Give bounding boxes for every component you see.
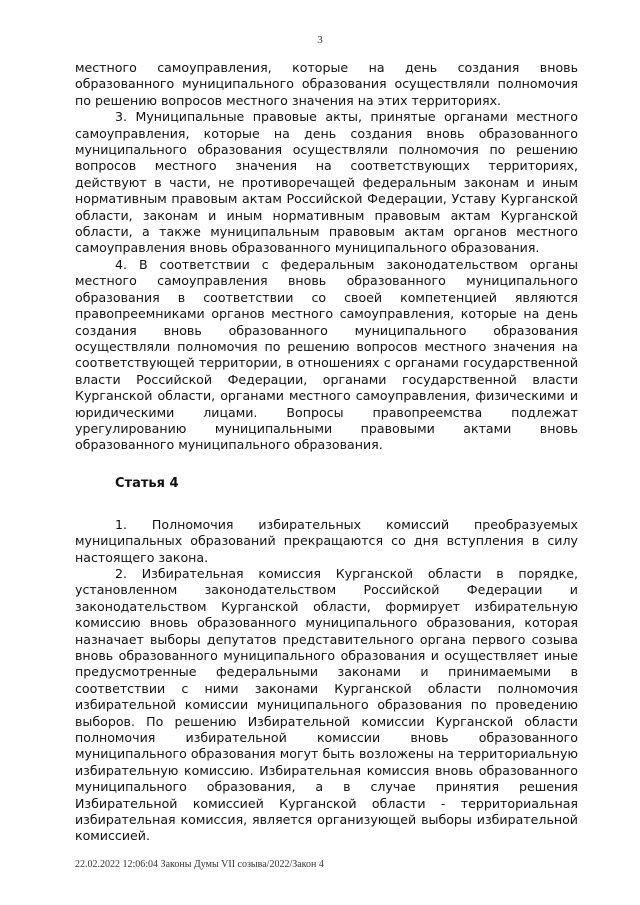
article-heading: Статья 4 <box>115 475 179 491</box>
document-body <box>75 60 578 845</box>
document-footer: 22.02.2022 12:06:04 Законы Думы VII созыва/2022/Закон 4 <box>75 859 324 870</box>
page-number: 3 <box>317 34 323 46</box>
paragraph-3: 3. Муниципальные правовые акты, принятые органами местного самоуправления, которые на день создания вновь образованного муниципального образования осуществляли полномочия по решению вопросов местного значения на соответствующих территориях, действуют в части, не противоречащей федеральным законам и иным нормативным правовым актам Российской Федерации, Уставу Курганской области, законам и иным нормативным правовым актам Курганской области, а также муниципальным правовым актам органов местного самоуправления вновь образованного муниципального образования. <box>75 109 578 256</box>
article-paragraph-2: 2. Избирательная комиссия Курганской области в порядке, установленном законодательством Российской Федерации и законодательством Курганской области, формирует избирательную комиссию вновь образованного муниципального образования, которая назначает выборы депутатов представительного органа первого созыва вновь образованного муниципального образования и осуществляет иные предусмотренные федеральными законами и принимаемыми в соответствии с ними законами Курганской области полномочия избирательной комиссии муниципального образования по проведению выборов. По решению Избирательной комиссии Курганской области полномочия избирательной комиссии вновь образованного муниципального образования могут быть возложены на территориальную избирательную комиссию. Избирательная комиссия вновь образованного муниципального образования, а в случае принятия решения Избирательной комиссией Курганской области - территориальная избирательная комиссия, является организующей выборы избирательной комиссией. <box>75 565 578 844</box>
paragraph-4: 4. В соответствии с федеральным законодательством органы местного самоуправления вновь образованного муниципального образования в соответствии со своей компетенцией являются правопреемниками органов местного самоуправления, которые на день создания вновь образованного муниципального образования осуществляли полномочия по решению вопросов местного значения на соответствующей территории, в отношениях с органами государственной власти Российской Федерации, органами государственной власти Курганской области, органами местного самоуправления, физическими и юридическими лицами. Вопросы правопреемства подлежат урегулированию муниципальными правовыми актами вновь образованного муниципального образования. <box>75 256 578 453</box>
paragraph-continuation: местного самоуправления, которые на день создания вновь образованного муниципального образования осуществляли полномочия по решению вопросов местного значения на этих территориях. <box>75 60 578 108</box>
article-paragraph-1: 1. Полномочия избирательных комиссий преобразуемых муниципальных образований прекращаются со дня вступления в силу настоящего закона. <box>75 516 578 565</box>
